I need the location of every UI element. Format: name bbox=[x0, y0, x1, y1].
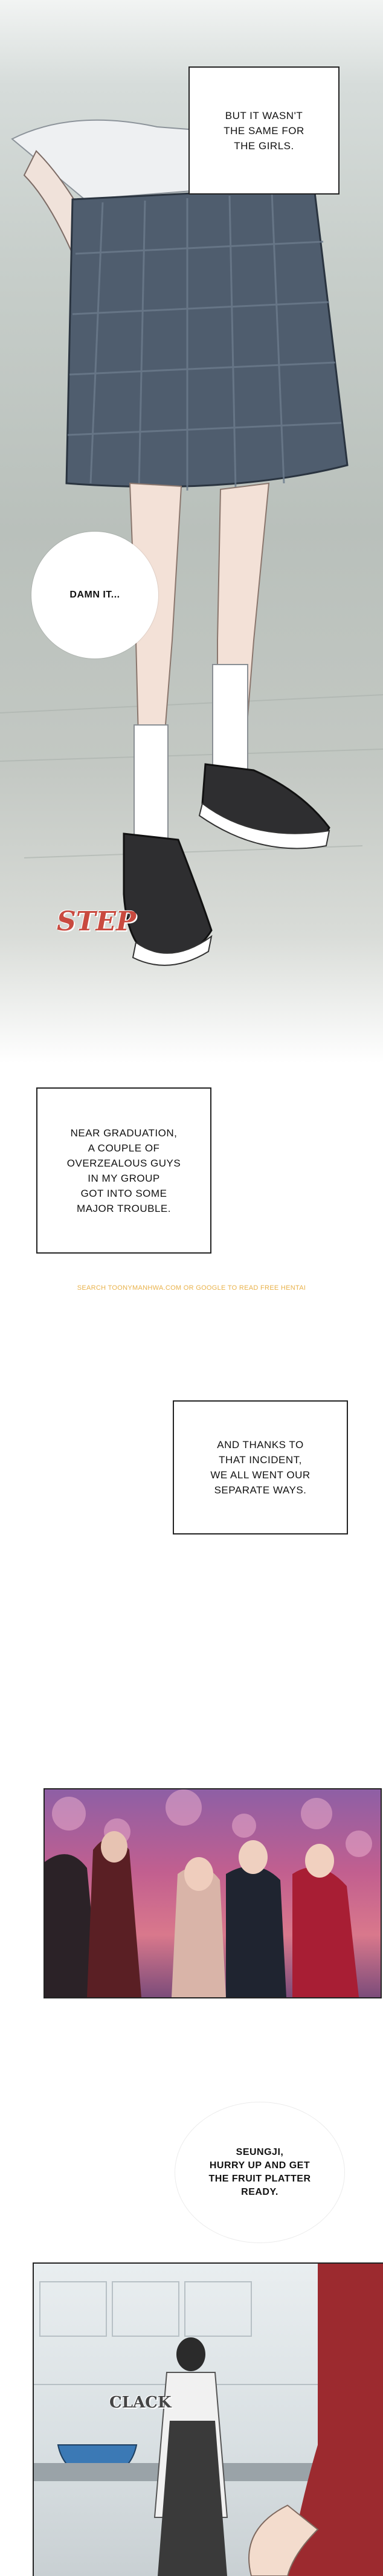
watermark-text: SEARCH TOONYMANHWA.COM OR GOOGLE TO READ FREE HENTAI bbox=[77, 1284, 306, 1292]
speech-bubble-seungji: SEUNGJI, HURRY UP AND GET THE FRUIT PLATTER READY. bbox=[175, 2102, 344, 2243]
caption-girls: BUT IT WASN'T THE SAME FOR THE GIRLS. bbox=[188, 66, 340, 195]
panel-kitchen-scene bbox=[33, 2262, 383, 2576]
party-illustration bbox=[45, 1789, 381, 1997]
caption-separate: AND THANKS TO THAT INCIDENT, WE ALL WENT OUR SEPARATE WAYS. bbox=[173, 1400, 348, 1534]
speech-bubble-damn: DAMN IT... bbox=[31, 532, 158, 658]
panel-schoolgirl-legs bbox=[0, 0, 383, 1063]
panel-party-scene bbox=[43, 1788, 382, 1998]
sfx-clack: CLACK bbox=[109, 2394, 172, 2412]
caption-graduation-box: NEAR GRADUATION, A COUPLE OF OVERZEALOUS GUYS IN MY GROUP GOT INTO SOME MAJOR TROUBLE. bbox=[36, 1087, 211, 1254]
kitchen-illustration bbox=[34, 2264, 383, 2576]
sfx-step: STEP bbox=[57, 906, 137, 937]
